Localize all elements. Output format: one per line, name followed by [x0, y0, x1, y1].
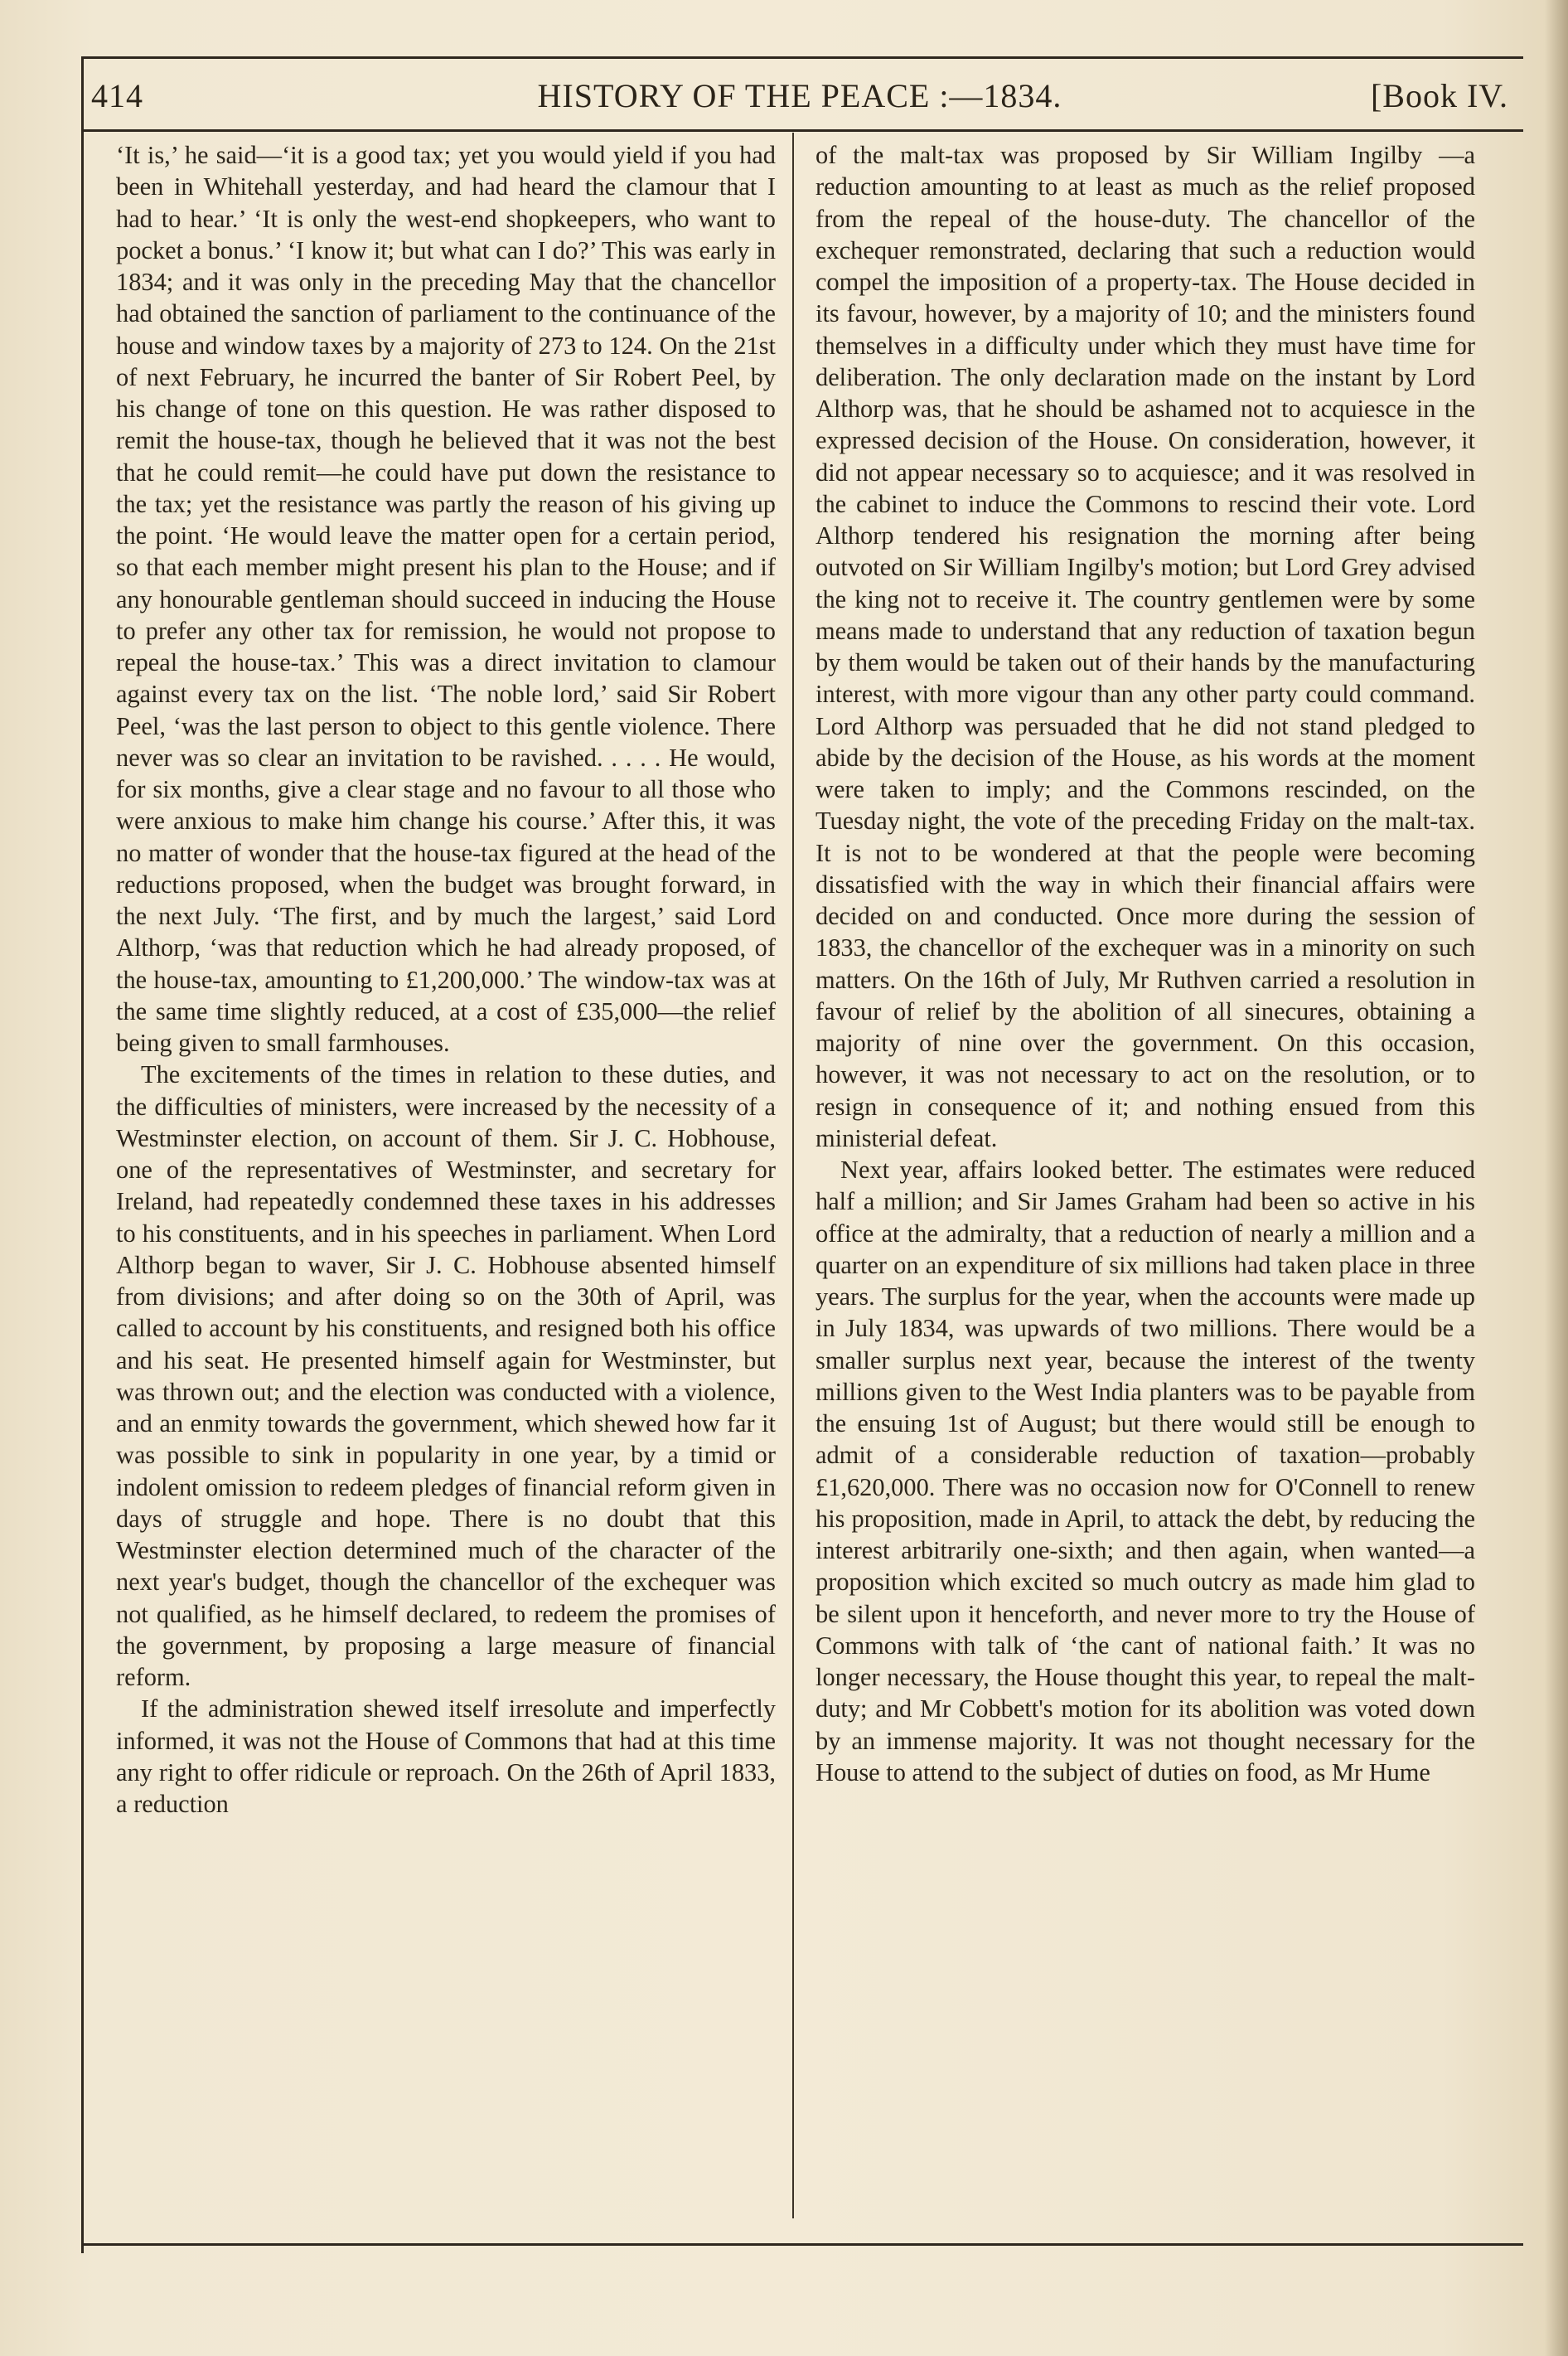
paragraph: The excitements of the times in relation to these duties, and the difficulties of ministers, were increased by the necessity of a Westminster election, on account of them. Sir J. C. Hobhouse, one of the representatives of Westminster, and secretary for Ireland, had repeatedly condemned these taxes in his addresses to his constituents, and in his speeches in parliament. When Lord Althorp began to waver, Sir J. C. Hobhouse absented himself from divisions; and after doing so on the 30th of April, was called to account by his constituents, and resigned both his office and his seat. He presented himself again for Westminster, but was thrown out; and the election was conducted with a violence, and an enmity towards the government, which shewed how far it was possible to sink in popularity in one year, by a timid or indolent omission to redeem pledges of financial reform given in days of struggle and hope. There is no doubt that this Westminster election determined much of the character of the next year's budget, though the chancellor of the exchequer was not qualified, as he himself declared, to redeem the promises of the government, by proposing a large measure of financial reform.: [116, 1060, 776, 1691]
frame-left-rule: [81, 56, 84, 2253]
paragraph: If the administration shewed itself irresolute and imperfectly informed, it was not the House of Commons that had at this time any right to offer ridicule or reproach. On the 26th of April 1833, a reduction: [116, 1694, 776, 1818]
frame-top-rule: [81, 56, 1523, 59]
binding-shadow: [1545, 0, 1568, 2356]
right-column: [815, 139, 1475, 1788]
bottom-rule: [81, 2243, 1523, 2246]
header-rule: [81, 129, 1523, 132]
page-number: 414: [91, 77, 143, 114]
running-title: HISTORY OF THE PEACE :—1834.: [537, 77, 1062, 114]
paragraph: of the malt-tax was proposed by Sir William Ingilby —a reduction amounting to at least as much as the relief proposed from the repeal of the house-duty. The chancellor of the exchequer remonstrated, declaring that such a reduction would compel the imposition of a property-tax. The House decided in its favour, however, by a majority of 10; and the ministers found themselves in a difficulty under which they must have time for deliberation. The only declaration made on the instant by Lord Althorp was, that he should be ashamed not to acquiesce in the expressed decision of the House. On consideration, however, it did not appear necessary so to acquiesce; and it was resolved in the cabinet to induce the Commons to rescind their vote. Lord Althorp tendered his resignation the morning after being outvoted on Sir William Ingilby's motion; but Lord Grey advised the king not to receive it. The country gentlemen were by some means made to understand that any reduction of taxation begun by them would be taken out of their hands by the manufacturing interest, with more vigour than any other party could command. Lord Althorp was persuaded that he did not stand pledged to abide by the decision of the House, as his words at the moment were taken to imply; and the Commons rescinded, on the Tuesday night, the vote of the preceding Friday on the malt-tax. It is not to be wondered at that the people were becoming dissatisfied with the way in which their financial affairs were decided on and conducted. Once more during the session of 1833, the chancellor of the exchequer was in a minority on such matters. On the 16th of July, Mr Ruthven carried a resolution in favour of relief by the abolition of all sinecures, obtaining a majority of nine over the government. On this occasion, however, it was not necessary to act on the resolution, or to resign in consequence of it; and nothing ensued from this ministerial defeat.: [815, 141, 1475, 1152]
book-marker: [Book IV.: [1370, 77, 1508, 114]
paragraph: ‘It is,’ he said—‘it is a good tax; yet you would yield if you had been in Whitehall yesterday, and had heard the clamour that I had to hear.’ ‘It is only the west-end shopkeepers, who want to pocket a bonus.’ ‘I know it; but what can I do?’ This was early in 1834; and it was only in the preceding May that the chancellor had obtained the sanction of parliament to the continuance of the house and window taxes by a majority of 273 to 124. On the 21st of next February, he incurred the banter of Sir Robert Peel, by his change of tone on this question. He was rather disposed to remit the house-tax, though he believed that it was not the best that he could remit—he could have put down the resistance to the tax; yet the resistance was partly the reason of his giving up the point. ‘He would leave the matter open for a certain period, so that each member might present his plan to the House; and if any honourable gentleman should succeed in inducing the House to prefer any other tax for remission, he would not propose to repeal the house-tax.’ This was a direct invitation to clamour against every tax on the list. ‘The noble lord,’ said Sir Robert Peel, ‘was the last person to object to this gentle violence. There never was so clear an invitation to be ravished. . . . . He would, for six months, give a clear stage and no favour to all those who were anxious to make him change his course.’ After this, it was no matter of wonder that the house-tax figured at the head of the reductions proposed, when the budget was brought forward, in the next July. ‘The first, and by much the largest,’ said Lord Althorp, ‘was that reduction which he had already proposed, of the house-tax, amounting to £1,200,000.’ The window-tax was at the same time slightly reduced, at a cost of £35,000—the relief being given to small farmhouses.: [116, 141, 776, 1057]
paragraph: Next year, affairs looked better. The estimates were reduced half a million; and Sir James Graham had been so active in his office at the admiralty, that a reduction of nearly a million and a quarter on an expenditure of six millions had taken place in three years. The surplus for the year, when the accounts were made up in July 1834, was upwards of two millions. There would be a smaller surplus next year, because the interest of the twenty millions given to the West India planters was to be payable from the ensuing 1st of August; but there would still be enough to admit of a considerable reduction of taxation—probably £1,620,000. There was no occasion now for O'Connell to renew his proposition, made in April, to attack the debt, by reducing the interest arbitrarily one-sixth; and then again, when wanted—a proposition which excited so much outcry as made him glad to be silent upon it henceforth, and never more to try the House of Commons with talk of ‘the cant of national faith.’ It was no longer necessary, the House thought this year, to repeal the malt-duty; and Mr Cobbett's motion for its abolition was voted down by an immense majority. It was not thought necessary for the House to attend to the subject of duties on food, as Mr Hume: [815, 1156, 1475, 1786]
column-divider: [792, 133, 794, 2218]
running-header: [91, 71, 1508, 121]
left-column: [116, 139, 776, 1820]
